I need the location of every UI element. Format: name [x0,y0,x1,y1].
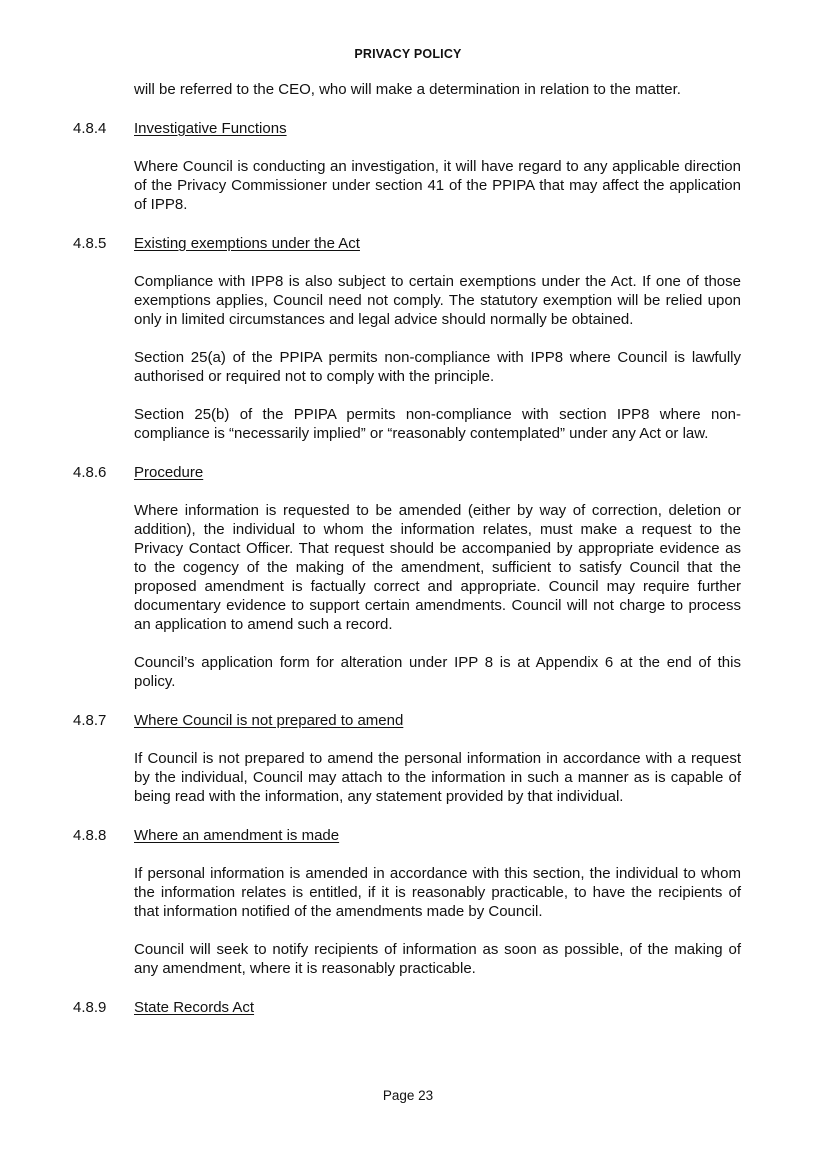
section-title: State Records Act [134,999,255,1016]
section-heading-4-8-6 [73,463,741,482]
section-heading-4-8-9 [73,998,741,1017]
paragraph: If Council is not prepared to amend the personal information in accordance with a request by the individual, Council may attach to the information in such a manner as is capable of being read with the information, any statement provided by that individual. [134,750,741,805]
section-number: 4.8.7 [73,712,107,729]
page-content [73,80,741,1017]
section-title: Investigative Functions [134,120,287,137]
paragraph: Compliance with IPP8 is also subject to certain exemptions under the Act. If one of those exemptions applies, Council need not comply. The statutory exemption will be relied upon only in limited circumstances and legal advice should normally be obtained. [134,273,741,328]
section-number: 4.8.6 [73,464,107,481]
page-header: PRIVACY POLICY [354,47,462,61]
section-number: 4.8.8 [73,827,107,844]
paragraph: Where information is requested to be amended (either by way of correction, deletion or addition), the individual to whom the information relates, must make a request to the Privacy Contact Officer. That request should be accompanied by appropriate evidence as to the cogency of the making of the amendment, sufficient to satisfy Council that the proposed amendment is factually correct and appropriate. Council may require further documentary evidence to support certain amendments. Council will not charge to process an application to amend such a record. [134,502,741,633]
section-title: Procedure [134,464,204,481]
paragraph: Council’s application form for alteration under IPP 8 is at Appendix 6 at the end of this policy. [134,654,741,690]
section-number: 4.8.4 [73,120,107,137]
section-heading-4-8-8 [73,826,741,845]
section-title: Where Council is not prepared to amend [134,712,404,729]
section-title: Where an amendment is made [134,827,340,844]
section-title: Existing exemptions under the Act [134,235,360,252]
section-number: 4.8.5 [73,235,107,252]
paragraph: Council will seek to notify recipients of information as soon as possible, of the making of any amendment, where it is reasonably practicable. [134,941,741,977]
section-heading-4-8-5 [73,234,741,253]
page-number: Page 23 [382,1088,434,1103]
paragraph: Section 25(b) of the PPIPA permits non-compliance with section IPP8 where non-compliance is “necessarily implied” or “reasonably contemplated” under any Act or law. [134,406,741,442]
paragraph: If personal information is amended in accordance with this section, the individual to whom the information relates is entitled, if it is reasonably practicable, to have the recipients of that information notified of the amendments made by Council. [134,865,741,920]
intro-paragraph: will be referred to the CEO, who will make a determination in relation to the matter. [134,81,681,98]
section-number: 4.8.9 [73,999,107,1016]
paragraph: Section 25(a) of the PPIPA permits non-compliance with IPP8 where Council is lawfully authorised or required not to comply with the principle. [134,349,741,385]
section-heading-4-8-7 [73,711,741,730]
section-heading-4-8-4 [73,119,741,138]
paragraph: Where Council is conducting an investigation, it will have regard to any applicable direction of the Privacy Commissioner under section 41 of the PPIPA that may affect the application of IPP8. [134,158,741,213]
